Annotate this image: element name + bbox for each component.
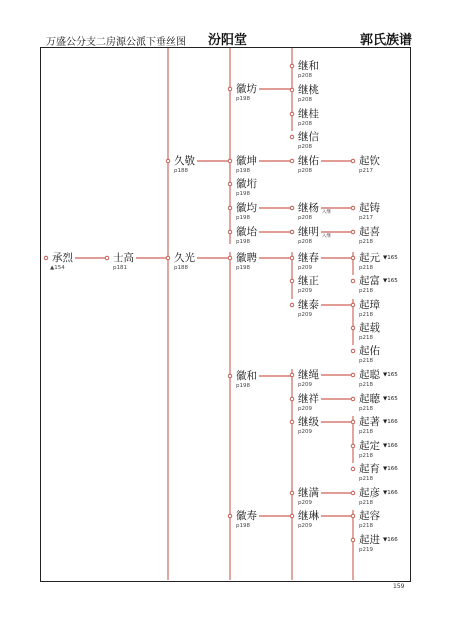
- node-dot-jichun: [290, 256, 294, 260]
- person-page-jiyang: p208: [298, 215, 312, 221]
- node-dot-jiujing: [166, 159, 170, 163]
- cross-ref-marker-qiyan: ▼166: [383, 490, 398, 496]
- cross-ref-marker-qiyuan: ▼165: [383, 255, 398, 261]
- person-page-qizhu: p217: [359, 215, 373, 221]
- person-name-jiujing: 久敬: [174, 155, 195, 167]
- person-page-jiuguang: p188: [174, 265, 188, 271]
- node-dot-huijun: [228, 206, 232, 210]
- person-name-jihe: 继和: [298, 60, 319, 72]
- person-name-jizheng: 继正: [298, 275, 319, 287]
- person-name-qizai: 起载: [359, 322, 380, 334]
- node-dot-jizheng: [290, 279, 294, 283]
- person-name-qiyuan: 起元: [359, 252, 380, 264]
- node-dot-jilin: [290, 514, 294, 518]
- person-name-huijun: 徽均: [236, 202, 257, 214]
- person-page-jigui: p208: [298, 121, 312, 127]
- cross-ref-marker-qifu: ▼165: [383, 278, 398, 284]
- person-name-jilin: 继琳: [298, 510, 319, 522]
- node-dot-qiyuan: [351, 256, 355, 260]
- person-name-qiding: 起定: [359, 440, 380, 452]
- person-page-jihe: p208: [298, 73, 312, 79]
- person-page-jichun: p209: [298, 265, 312, 271]
- person-name-qijin: 起进: [359, 534, 380, 546]
- person-page-qiqin: p217: [359, 168, 373, 174]
- person-page-huifang: p198: [236, 96, 250, 102]
- node-dot-qizhu: [351, 206, 355, 210]
- node-dot-qicong1: [351, 373, 355, 377]
- adoption-note-jiyang: 入继: [322, 210, 331, 215]
- person-page-huihe: p198: [236, 383, 250, 389]
- person-name-jixin: 继信: [298, 131, 319, 143]
- node-dot-jiji: [290, 420, 294, 424]
- person-page-huishou: p198: [236, 523, 250, 529]
- person-name-qifu: 起富: [359, 275, 380, 287]
- person-page-huikun: p198: [236, 168, 250, 174]
- node-dot-huiyi: [228, 230, 232, 234]
- node-dot-jixin: [290, 135, 294, 139]
- node-dot-jixiang: [290, 397, 294, 401]
- person-name-qiyu: 起育: [359, 463, 380, 475]
- person-page-qiyan: p218: [359, 500, 373, 506]
- person-name-qixi: 起喜: [359, 226, 380, 238]
- person-name-huifang: 徽坊: [236, 83, 257, 95]
- person-name-huiyi: 徽坮: [236, 226, 257, 238]
- node-dot-jiman: [290, 491, 294, 495]
- node-dot-jiyang: [290, 206, 294, 210]
- node-dot-qicong2: [351, 397, 355, 401]
- cross-ref-marker-qicong1: ▼165: [383, 372, 398, 378]
- person-name-qizhu: 起铸: [359, 202, 380, 214]
- person-page-qiyuan: p218: [359, 265, 373, 271]
- person-page-jiman: p209: [298, 500, 312, 506]
- node-dot-qizai: [351, 326, 355, 330]
- person-page-qiding: p218: [359, 453, 373, 459]
- person-name-huipin: 徽聘: [236, 252, 257, 264]
- person-page-jiyou: p208: [298, 168, 312, 174]
- person-page-huiyi: p198: [236, 239, 250, 245]
- node-dot-jisheng: [290, 373, 294, 377]
- node-dot-qirong: [351, 514, 355, 518]
- header-hall-name: 汾阳堂: [208, 33, 248, 48]
- person-name-jitai: 继泰: [298, 299, 319, 311]
- node-dot-jigui: [290, 112, 294, 116]
- node-dot-jitao: [290, 88, 294, 92]
- person-page-jiji: p209: [298, 429, 312, 435]
- cross-ref-marker-qiding: ▼166: [383, 443, 398, 449]
- node-dot-huihe: [228, 374, 232, 378]
- person-page-qicong1: p218: [359, 382, 373, 388]
- up-marker-icon: ▲: [50, 265, 55, 271]
- person-name-jigui: 继桂: [298, 108, 319, 120]
- node-dot-qizhu2: [351, 420, 355, 424]
- person-name-jiman: 继满: [298, 487, 319, 499]
- cross-ref-marker-qiyu: ▼166: [383, 466, 398, 472]
- person-name-shigao: 士高: [113, 252, 134, 264]
- node-dot-huikun: [228, 159, 232, 163]
- person-page-jilin: p209: [298, 523, 312, 529]
- node-dot-qiqin: [351, 159, 355, 163]
- header-book-title: 郭氏族谱: [360, 33, 413, 48]
- person-name-jiyou: 继佑: [298, 155, 319, 167]
- node-dot-qiyou: [351, 349, 355, 353]
- person-name-jiyang: 继杨: [298, 202, 319, 214]
- node-dot-qixi: [351, 230, 355, 234]
- person-page-huiyin: p198: [236, 191, 250, 197]
- person-page-shigao: p181: [113, 265, 127, 271]
- node-dot-qizhang: [351, 303, 355, 307]
- cross-ref-marker-qizhu2: ▼166: [383, 419, 398, 425]
- person-page-text: 154: [54, 265, 65, 271]
- person-name-qizhu2: 起著: [359, 416, 380, 428]
- person-name-jitao: 继桃: [298, 84, 319, 96]
- person-page-qiyou: p218: [359, 358, 373, 364]
- node-dot-huiyin: [228, 182, 232, 186]
- person-page-qijin: p219: [359, 547, 373, 553]
- person-page-jixin: p208: [298, 144, 312, 150]
- page-number: 159: [393, 583, 405, 590]
- node-dot-qijin: [351, 538, 355, 542]
- node-dot-jiming: [290, 230, 294, 234]
- cross-ref-marker-qicong2: ▼165: [383, 396, 398, 402]
- person-page-jisheng: p209: [298, 382, 312, 388]
- person-name-jiming: 继明: [298, 226, 319, 238]
- person-page-qizai: p218: [359, 335, 373, 341]
- person-name-qicong1: 起聪: [359, 369, 380, 381]
- person-name-chenglie: 承烈: [52, 252, 73, 264]
- person-name-jiuguang: 久光: [174, 252, 195, 264]
- adoption-note-jiming: 入继: [322, 234, 331, 239]
- person-name-qiyou: 起佑: [359, 345, 380, 357]
- node-dot-qiding: [351, 444, 355, 448]
- person-page-huipin: p198: [236, 265, 250, 271]
- node-dot-qiyu: [351, 467, 355, 471]
- person-name-jixiang: 继祥: [298, 393, 319, 405]
- node-dot-jiuguang: [166, 256, 170, 260]
- node-dot-huifang: [228, 87, 232, 91]
- person-page-qirong: p218: [359, 523, 373, 529]
- person-page-jizheng: p209: [298, 288, 312, 294]
- node-dot-chenglie: [44, 256, 48, 260]
- person-name-qirong: 起容: [359, 510, 380, 522]
- person-page-jiujing: p188: [174, 168, 188, 174]
- node-dot-jitai: [290, 303, 294, 307]
- person-name-qizhang: 起璋: [359, 299, 380, 311]
- person-name-huihe: 徽和: [236, 370, 257, 382]
- cross-ref-marker-qijin: ▼166: [383, 537, 398, 543]
- person-name-huishou: 徽寿: [236, 510, 257, 522]
- node-dot-qifu: [351, 279, 355, 283]
- node-dot-shigao: [105, 256, 109, 260]
- person-name-qicong2: 起聴: [359, 393, 380, 405]
- person-page-jixiang: p209: [298, 406, 312, 412]
- person-page-qixi: p218: [359, 239, 373, 245]
- person-page-chenglie: [50, 265, 65, 271]
- person-page-qiyu: p218: [359, 476, 373, 482]
- person-name-jisheng: 继绳: [298, 369, 319, 381]
- person-page-jitai: p209: [298, 312, 312, 318]
- person-page-qizhu2: p218: [359, 429, 373, 435]
- person-name-jichun: 继春: [298, 252, 319, 264]
- person-name-qiyan: 起彦: [359, 487, 380, 499]
- node-dot-huipin: [228, 256, 232, 260]
- node-dot-jihe: [290, 64, 294, 68]
- person-name-huikun: 徽坤: [236, 155, 257, 167]
- person-page-qizhang: p218: [359, 312, 373, 318]
- person-page-huijun: p198: [236, 215, 250, 221]
- header-genealogy-title: 万盛公分支二房源公派下垂丝图: [46, 37, 186, 48]
- person-page-jitao: p208: [298, 97, 312, 103]
- person-page-qifu: p218: [359, 288, 373, 294]
- person-page-jiming: p208: [298, 239, 312, 245]
- node-dot-qiyan: [351, 491, 355, 495]
- person-page-qicong2: p218: [359, 406, 373, 412]
- node-dot-jiyou: [290, 159, 294, 163]
- person-name-qiqin: 起钦: [359, 155, 380, 167]
- node-dot-huishou: [228, 514, 232, 518]
- person-name-jiji: 继级: [298, 416, 319, 428]
- person-name-huiyin: 徽垳: [236, 178, 257, 190]
